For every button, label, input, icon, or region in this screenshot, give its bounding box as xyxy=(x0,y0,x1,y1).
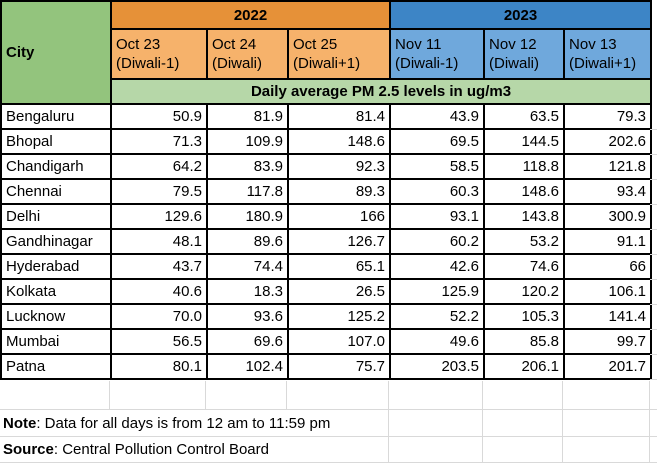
gridline-sliver xyxy=(650,105,657,381)
date-line2: (Diwali) xyxy=(489,55,540,72)
pm25-value-cell: 106.1 xyxy=(564,279,651,304)
pm25-value-cell: 85.8 xyxy=(484,329,564,354)
pm25-value-cell: 89.6 xyxy=(207,229,288,254)
blank-cell xyxy=(563,437,650,463)
pm25-value-cell: 66 xyxy=(564,254,651,279)
city-name-cell: Gandhinagar xyxy=(1,229,111,254)
city-name-cell: Delhi xyxy=(1,204,111,229)
city-name-cell: Chennai xyxy=(1,179,111,204)
table-row xyxy=(1,204,651,229)
city-column-header: City xyxy=(1,1,111,104)
pm25-value-cell: 69.6 xyxy=(207,329,288,354)
note-line xyxy=(0,410,389,437)
notes-area xyxy=(0,381,657,463)
table-row xyxy=(1,279,651,304)
pm25-value-cell: 75.7 xyxy=(288,354,390,379)
city-name-cell: Patna xyxy=(1,354,111,379)
pm25-value-cell: 89.3 xyxy=(288,179,390,204)
pm25-value-cell: 80.1 xyxy=(111,354,207,379)
pm25-value-cell: 50.9 xyxy=(111,104,207,129)
blank-cell xyxy=(563,381,650,410)
pm25-value-cell: 201.7 xyxy=(564,354,651,379)
pm25-value-cell: 18.3 xyxy=(207,279,288,304)
units-band: Daily average PM 2.5 levels in ug/m3 xyxy=(111,79,651,104)
source-line xyxy=(0,437,389,463)
pm25-value-cell: 48.1 xyxy=(111,229,207,254)
table-row xyxy=(1,104,651,129)
blank-cell xyxy=(650,410,657,437)
pm25-value-cell: 83.9 xyxy=(207,154,288,179)
city-name-cell: Bhopal xyxy=(1,129,111,154)
note-body: : Data for all days is from 12 am to 11:59 pm xyxy=(36,414,331,432)
pm25-value-cell: 60.3 xyxy=(390,179,484,204)
pm25-value-cell: 43.7 xyxy=(111,254,207,279)
pm25-value-cell: 180.9 xyxy=(207,204,288,229)
pm25-value-cell: 91.1 xyxy=(564,229,651,254)
pm25-value-cell: 144.5 xyxy=(484,129,564,154)
blank-cell xyxy=(206,381,287,410)
pm25-value-cell: 81.9 xyxy=(207,104,288,129)
blank-cell xyxy=(563,410,650,437)
pm25-value-cell: 206.1 xyxy=(484,354,564,379)
table-row xyxy=(1,129,651,154)
date-line2: (Diwali+1) xyxy=(293,55,361,72)
year-2022-header: 2022 xyxy=(111,1,390,29)
pm25-value-cell: 74.6 xyxy=(484,254,564,279)
pm25-value-cell: 120.2 xyxy=(484,279,564,304)
pm25-value-cell: 43.9 xyxy=(390,104,484,129)
pm25-value-cell: 71.3 xyxy=(111,129,207,154)
pm25-value-cell: 166 xyxy=(288,204,390,229)
pm25-value-cell: 56.5 xyxy=(111,329,207,354)
table-body xyxy=(1,104,651,379)
blank-cell xyxy=(0,381,110,410)
pm25-value-cell: 49.6 xyxy=(390,329,484,354)
pm25-value-cell: 141.4 xyxy=(564,304,651,329)
pm25-value-cell: 64.2 xyxy=(111,154,207,179)
pm25-value-cell: 107.0 xyxy=(288,329,390,354)
date-header-oct24 xyxy=(207,29,288,79)
date-line1: Oct 25 xyxy=(293,35,338,53)
blank-cell xyxy=(483,410,563,437)
pm25-value-cell: 93.6 xyxy=(207,304,288,329)
pm25-value-cell: 26.5 xyxy=(288,279,390,304)
date-line1: Nov 11 xyxy=(395,35,442,53)
pm25-value-cell: 93.4 xyxy=(564,179,651,204)
table-row xyxy=(1,179,651,204)
pm25-value-cell: 203.5 xyxy=(390,354,484,379)
pm25-value-cell: 74.4 xyxy=(207,254,288,279)
blank-cell xyxy=(110,381,206,410)
pm25-value-cell: 40.6 xyxy=(111,279,207,304)
pm25-value-cell: 202.6 xyxy=(564,129,651,154)
table-row xyxy=(1,229,651,254)
date-line1: Oct 24 xyxy=(212,35,257,53)
pm25-value-cell: 93.1 xyxy=(390,204,484,229)
pm25-value-cell: 79.3 xyxy=(564,104,651,129)
pm25-value-cell: 105.3 xyxy=(484,304,564,329)
city-name-cell: Mumbai xyxy=(1,329,111,354)
pm25-value-cell: 70.0 xyxy=(111,304,207,329)
pm25-value-cell: 143.8 xyxy=(484,204,564,229)
pm25-value-cell: 81.4 xyxy=(288,104,390,129)
date-header-nov12 xyxy=(484,29,564,79)
date-line2: (Diwali-1) xyxy=(116,55,180,72)
date-header-nov11 xyxy=(390,29,484,79)
pm25-value-cell: 63.5 xyxy=(484,104,564,129)
source-label: Source xyxy=(3,441,54,458)
blank-cell xyxy=(389,381,483,410)
date-line2: (Diwali-1) xyxy=(395,55,459,72)
blank-cell xyxy=(389,437,483,463)
pm25-value-cell: 79.5 xyxy=(111,179,207,204)
pm25-value-cell: 69.5 xyxy=(390,129,484,154)
pm25-value-cell: 92.3 xyxy=(288,154,390,179)
pm25-value-cell: 53.2 xyxy=(484,229,564,254)
pm25-value-cell: 126.7 xyxy=(288,229,390,254)
date-header-oct25 xyxy=(288,29,390,79)
city-name-cell: Lucknow xyxy=(1,304,111,329)
source-body: : Central Pollution Control Board xyxy=(53,441,269,458)
blank-cell xyxy=(389,410,483,437)
blank-cell xyxy=(483,381,563,410)
blank-cell xyxy=(650,381,657,410)
date-line1: Nov 13 xyxy=(569,35,617,53)
city-name-cell: Bengaluru xyxy=(1,104,111,129)
table-row xyxy=(1,329,651,354)
city-name-cell: Kolkata xyxy=(1,279,111,304)
blank-cell xyxy=(483,437,563,463)
pm25-value-cell: 148.6 xyxy=(288,129,390,154)
city-name-cell: Hyderabad xyxy=(1,254,111,279)
blank-cell xyxy=(287,381,389,410)
note-label: Note xyxy=(3,414,37,432)
pm25-value-cell: 117.8 xyxy=(207,179,288,204)
date-line2: (Diwali) xyxy=(212,55,262,72)
pm25-value-cell: 52.2 xyxy=(390,304,484,329)
date-line1: Oct 23 xyxy=(116,35,161,53)
pm25-value-cell: 42.6 xyxy=(390,254,484,279)
date-header-nov13 xyxy=(564,29,651,79)
date-line1: Nov 12 xyxy=(489,35,537,53)
pm25-value-cell: 121.8 xyxy=(564,154,651,179)
table-row xyxy=(1,254,651,279)
pm25-value-cell: 60.2 xyxy=(390,229,484,254)
table-row xyxy=(1,354,651,379)
pm25-value-cell: 129.6 xyxy=(111,204,207,229)
city-name-cell: Chandigarh xyxy=(1,154,111,179)
pm25-value-cell: 109.9 xyxy=(207,129,288,154)
pm25-value-cell: 125.9 xyxy=(390,279,484,304)
pm25-value-cell: 125.2 xyxy=(288,304,390,329)
table-row xyxy=(1,304,651,329)
date-header-oct23 xyxy=(111,29,207,79)
table-row xyxy=(1,154,651,179)
pm25-value-cell: 148.6 xyxy=(484,179,564,204)
pm25-value-cell: 65.1 xyxy=(288,254,390,279)
pm25-value-cell: 58.5 xyxy=(390,154,484,179)
year-2023-header: 2023 xyxy=(390,1,651,29)
pm25-value-cell: 102.4 xyxy=(207,354,288,379)
pm25-value-cell: 300.9 xyxy=(564,204,651,229)
pm25-value-cell: 118.8 xyxy=(484,154,564,179)
date-line2: (Diwali+1) xyxy=(569,55,637,72)
blank-cell xyxy=(650,437,657,463)
pm25-value-cell: 99.7 xyxy=(564,329,651,354)
